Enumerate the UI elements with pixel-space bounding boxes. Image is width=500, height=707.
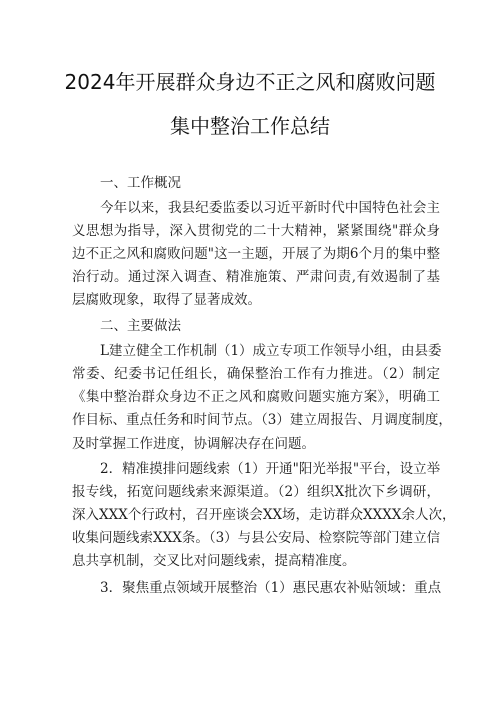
paragraph-line: 边不正之风和腐败问题"这一主题，开展了为期6个月的集中整 (72, 246, 440, 262)
paragraph-line: 息共享机制，交叉比对问题线索，提高精准度。 (72, 553, 356, 569)
paragraph-line: 今年以来，我县纪委监委以习近平新时代中国特色社会主 (100, 200, 440, 216)
document-title-line2: 集中整治工作总结 (170, 114, 330, 138)
paragraph-line: 层腐败现象，取得了显著成效。 (72, 292, 261, 308)
paragraph-line: 2．精准摸排问题线索（1）开通"阳光举报"平台，设立举 (100, 461, 441, 477)
paragraph-line: 《集中整治群众身边不正之风和腐败问题实施方案》，明确工 (72, 389, 440, 405)
paragraph-line: 及时掌握工作进度，协调解决存在问题。 (72, 436, 315, 452)
section-heading-methods: 二、主要做法 (100, 318, 181, 334)
paragraph-line: 常委、纪委书记任组长，确保整治工作有力推进。（2）制定 (72, 366, 440, 382)
paragraph-line: L建立健全工作机制（1）成立专项工作领导小组，由县委 (100, 343, 442, 359)
paragraph-line: 收集问题线索XXX条。（3）与县公安局、检察院等部门建立信 (72, 530, 441, 546)
paragraph-line: 深入XXX个行政村，召开座谈会XX场，走访群众XXXX余人次， (72, 507, 456, 523)
paragraph-line: 治行动。通过深入调查、精准施策、严肃问责,有效遏制了基 (72, 269, 440, 285)
paragraph-line: 3．聚焦重点领域开展整治（1）惠民惠农补贴领域：重点 (100, 580, 442, 596)
document-title-line1: 2024年开展群众身边不正之风和腐败问题 (64, 70, 436, 94)
paragraph-line: 作目标、重点任务和时间节点。（3）建立周报告、月调度制度， (72, 412, 452, 428)
section-heading-overview: 一、工作概况 (100, 175, 181, 191)
paragraph-line: 义思想为指导，深入贯彻党的二十大精神，紧紧围绕"群众身 (72, 223, 440, 239)
paragraph-line: 报专线，拓宽问题线索来源渠道。（2）组织X批次下乡调研， (72, 484, 440, 500)
